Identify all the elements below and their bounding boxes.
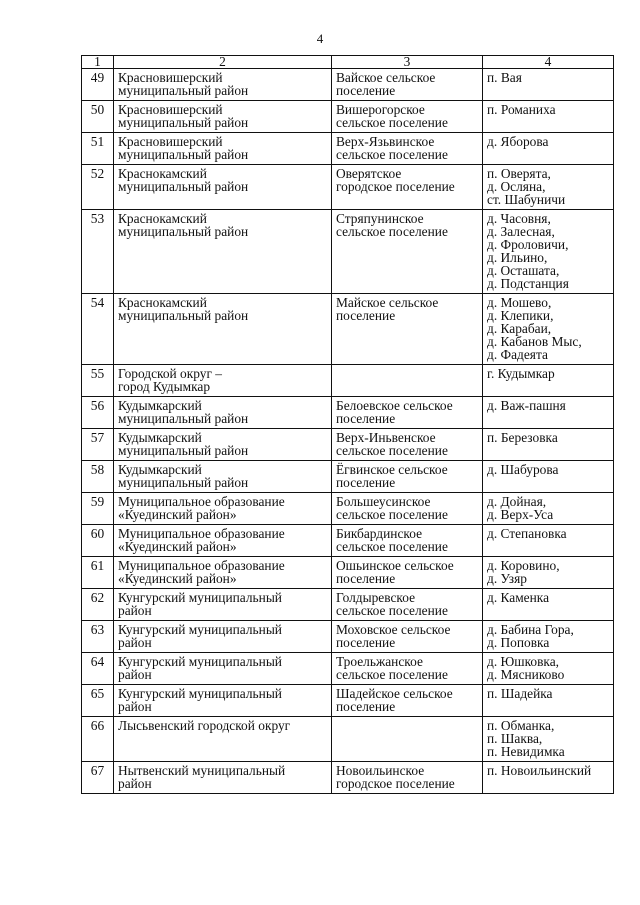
settlement-line: поселение	[336, 475, 396, 490]
localities-cell	[483, 557, 614, 589]
row-number: 60	[82, 525, 114, 557]
table-header-row	[82, 56, 614, 69]
district-cell	[114, 133, 332, 165]
settlement-cell	[332, 294, 483, 365]
locality-line: д. Узяр	[487, 571, 527, 586]
locality-line: д. Клепики,	[487, 308, 554, 323]
district-line: Кудымкарский	[118, 398, 202, 413]
locality-line: д. Коровино,	[487, 558, 560, 573]
locality-line: п. Березовка	[487, 430, 558, 445]
settlement-line: Большеусинское	[336, 494, 431, 509]
table-row	[82, 621, 614, 653]
locality-line: п. Оверята,	[487, 166, 551, 181]
column-header-2: 2	[114, 56, 332, 69]
table-row	[82, 762, 614, 794]
district-cell	[114, 429, 332, 461]
table-row	[82, 294, 614, 365]
locality-line: д. Часовня,	[487, 211, 551, 226]
district-line: муниципальный район	[118, 475, 249, 490]
row-number: 63	[82, 621, 114, 653]
district-line: район	[118, 776, 152, 791]
settlement-cell	[332, 165, 483, 210]
localities-cell	[483, 685, 614, 717]
district-cell	[114, 653, 332, 685]
settlement-line: Белоевское сельское	[336, 398, 453, 413]
district-line: Муниципальное образование	[118, 526, 285, 541]
district-line: «Куединский район»	[118, 507, 237, 522]
row-number: 57	[82, 429, 114, 461]
row-number: 53	[82, 210, 114, 294]
row-number: 49	[82, 69, 114, 101]
district-line: муниципальный район	[118, 147, 249, 162]
settlement-cell	[332, 133, 483, 165]
district-line: Кунгурский муниципальный	[118, 622, 282, 637]
settlement-cell	[332, 653, 483, 685]
localities-cell	[483, 101, 614, 133]
locality-line: п. Романиха	[487, 102, 556, 117]
settlement-line: Ёгвинское сельское	[336, 462, 448, 477]
district-cell	[114, 294, 332, 365]
locality-line: д. Мясниково	[487, 667, 565, 682]
table-row	[82, 589, 614, 621]
settlement-line: сельское поселение	[336, 147, 448, 162]
settlements-table	[81, 55, 614, 794]
page-number: 4	[316, 31, 324, 46]
row-number: 58	[82, 461, 114, 493]
locality-line: п. Шадейка	[487, 686, 553, 701]
table-row	[82, 717, 614, 762]
settlement-line: городское поселение	[336, 776, 455, 791]
locality-line: д. Яборова	[487, 134, 549, 149]
table-row	[82, 557, 614, 589]
district-cell	[114, 210, 332, 294]
locality-line: д. Важ-пашня	[487, 398, 566, 413]
district-cell	[114, 762, 332, 794]
localities-cell	[483, 294, 614, 365]
district-line: муниципальный район	[118, 179, 249, 194]
locality-line: д. Осляна,	[487, 179, 546, 194]
settlement-line: Бикбардинское	[336, 526, 423, 541]
row-number: 52	[82, 165, 114, 210]
settlement-cell	[332, 621, 483, 653]
locality-line: п. Шаква,	[487, 731, 543, 746]
row-number: 59	[82, 493, 114, 525]
locality-line: д. Мошево,	[487, 295, 552, 310]
settlement-line: Моховское сельское	[336, 622, 451, 637]
district-cell	[114, 101, 332, 133]
settlement-line: Стряпунинское	[336, 211, 424, 226]
settlement-cell	[332, 525, 483, 557]
locality-line: п. Обманка,	[487, 718, 555, 733]
district-cell	[114, 397, 332, 429]
settlement-line: сельское поселение	[336, 603, 448, 618]
settlement-cell	[332, 69, 483, 101]
table-row	[82, 165, 614, 210]
localities-cell	[483, 589, 614, 621]
district-line: Краснокамский	[118, 295, 207, 310]
localities-cell	[483, 621, 614, 653]
localities-cell	[483, 133, 614, 165]
column-header-4: 4	[483, 56, 614, 69]
table-body	[82, 69, 614, 794]
localities-cell	[483, 493, 614, 525]
settlement-cell	[332, 557, 483, 589]
row-number: 50	[82, 101, 114, 133]
district-line: муниципальный район	[118, 224, 249, 239]
district-cell	[114, 69, 332, 101]
row-number: 65	[82, 685, 114, 717]
district-line: «Куединский район»	[118, 539, 237, 554]
settlement-line: Майское сельское	[336, 295, 439, 310]
district-line: муниципальный район	[118, 308, 249, 323]
column-header-3: 3	[332, 56, 483, 69]
localities-cell	[483, 525, 614, 557]
settlement-cell	[332, 589, 483, 621]
table-row	[82, 525, 614, 557]
district-line: Кунгурский муниципальный	[118, 590, 282, 605]
settlement-line: поселение	[336, 635, 396, 650]
table-row	[82, 685, 614, 717]
district-line: Красновишерский	[118, 134, 223, 149]
settlement-cell	[332, 717, 483, 762]
settlement-line: городское поселение	[336, 179, 455, 194]
table-row	[82, 461, 614, 493]
localities-cell	[483, 461, 614, 493]
table-row	[82, 653, 614, 685]
district-line: Нытвенский муниципальный	[118, 763, 286, 778]
settlement-cell	[332, 210, 483, 294]
row-number: 61	[82, 557, 114, 589]
district-cell	[114, 717, 332, 762]
settlement-line: Оверятское	[336, 166, 402, 181]
district-cell	[114, 493, 332, 525]
row-number: 62	[82, 589, 114, 621]
district-line: Кудымкарский	[118, 462, 202, 477]
localities-cell	[483, 762, 614, 794]
locality-line: д. Верх-Уса	[487, 507, 554, 522]
locality-line: д. Фадеята	[487, 347, 548, 362]
localities-cell	[483, 210, 614, 294]
settlement-line: поселение	[336, 571, 396, 586]
settlement-cell	[332, 762, 483, 794]
locality-line: д. Юшковка,	[487, 654, 560, 669]
settlement-line: сельское поселение	[336, 115, 448, 130]
district-cell	[114, 685, 332, 717]
locality-line: ст. Шабуничи	[487, 192, 566, 207]
district-cell	[114, 165, 332, 210]
district-cell	[114, 589, 332, 621]
localities-cell	[483, 653, 614, 685]
locality-line: д. Залесная,	[487, 224, 555, 239]
locality-line: д. Кабанов Мыс,	[487, 334, 582, 349]
settlement-line: сельское поселение	[336, 443, 448, 458]
settlement-line: Шадейское сельское	[336, 686, 453, 701]
district-line: Красновишерский	[118, 70, 223, 85]
settlement-line: Вишерогорское	[336, 102, 425, 117]
settlement-line: поселение	[336, 411, 396, 426]
localities-cell	[483, 69, 614, 101]
table-row	[82, 493, 614, 525]
district-line: Кудымкарский	[118, 430, 202, 445]
table-row	[82, 133, 614, 165]
locality-line: д. Шабурова	[487, 462, 559, 477]
district-line: муниципальный район	[118, 115, 249, 130]
localities-cell	[483, 429, 614, 461]
settlement-line: Верх-Иньвенское	[336, 430, 436, 445]
locality-line: г. Кудымкар	[487, 366, 555, 381]
settlement-line: Троельжанское	[336, 654, 423, 669]
settlement-cell	[332, 365, 483, 397]
locality-line: п. Невидимка	[487, 744, 565, 759]
settlement-line: Новоильинское	[336, 763, 425, 778]
localities-cell	[483, 397, 614, 429]
locality-line: д. Бабина Гора,	[487, 622, 574, 637]
row-number: 54	[82, 294, 114, 365]
district-line: муниципальный район	[118, 411, 249, 426]
settlement-cell	[332, 685, 483, 717]
district-cell	[114, 621, 332, 653]
table-row	[82, 429, 614, 461]
table-row	[82, 69, 614, 101]
locality-line: д. Поповка	[487, 635, 550, 650]
settlement-cell	[332, 493, 483, 525]
district-line: город Кудымкар	[118, 379, 211, 394]
district-line: район	[118, 699, 152, 714]
table-row	[82, 365, 614, 397]
table-row	[82, 101, 614, 133]
row-number: 66	[82, 717, 114, 762]
district-line: район	[118, 635, 152, 650]
locality-line: д. Осташата,	[487, 263, 560, 278]
district-line: Краснокамский	[118, 211, 207, 226]
locality-line: п. Новоильинский	[487, 763, 592, 778]
locality-line: д. Подстанция	[487, 276, 569, 291]
district-line: Кунгурский муниципальный	[118, 686, 282, 701]
locality-line: д. Фроловичи,	[487, 237, 569, 252]
settlement-line: Вайское сельское	[336, 70, 436, 85]
localities-cell	[483, 165, 614, 210]
district-line: Кунгурский муниципальный	[118, 654, 282, 669]
locality-line: д. Степановка	[487, 526, 567, 541]
row-number: 55	[82, 365, 114, 397]
settlement-line: сельское поселение	[336, 507, 448, 522]
row-number: 51	[82, 133, 114, 165]
district-line: муниципальный район	[118, 83, 249, 98]
settlement-line: поселение	[336, 699, 396, 714]
row-number: 56	[82, 397, 114, 429]
locality-line: д. Дойная,	[487, 494, 547, 509]
district-cell	[114, 365, 332, 397]
settlement-cell	[332, 397, 483, 429]
locality-line: д. Карабаи,	[487, 321, 552, 336]
locality-line: п. Вая	[487, 70, 522, 85]
settlement-line: сельское поселение	[336, 667, 448, 682]
settlement-cell	[332, 101, 483, 133]
table-row	[82, 397, 614, 429]
district-line: район	[118, 603, 152, 618]
district-line: Муниципальное образование	[118, 494, 285, 509]
district-line: Лысьвенский городской округ	[118, 718, 291, 733]
locality-line: д. Ильино,	[487, 250, 548, 265]
settlement-line: поселение	[336, 308, 396, 323]
district-cell	[114, 557, 332, 589]
localities-cell	[483, 365, 614, 397]
settlement-line: Голдыревское	[336, 590, 416, 605]
settlement-line: поселение	[336, 83, 396, 98]
district-cell	[114, 525, 332, 557]
district-line: Краснокамский	[118, 166, 207, 181]
localities-cell	[483, 717, 614, 762]
district-line: муниципальный район	[118, 443, 249, 458]
district-line: район	[118, 667, 152, 682]
settlement-line: сельское поселение	[336, 539, 448, 554]
locality-line: д. Каменка	[487, 590, 550, 605]
column-header-1: 1	[82, 56, 114, 69]
settlement-line: Ошьинское сельское	[336, 558, 454, 573]
district-line: Городской округ –	[118, 366, 223, 381]
settlement-line: Верх-Язьвинское	[336, 134, 435, 149]
settlement-line: сельское поселение	[336, 224, 448, 239]
district-line: Муниципальное образование	[118, 558, 285, 573]
row-number: 67	[82, 762, 114, 794]
district-line: «Куединский район»	[118, 571, 237, 586]
district-line: Красновишерский	[118, 102, 223, 117]
table-row	[82, 210, 614, 294]
settlement-cell	[332, 461, 483, 493]
row-number: 64	[82, 653, 114, 685]
district-cell	[114, 461, 332, 493]
settlement-cell	[332, 429, 483, 461]
